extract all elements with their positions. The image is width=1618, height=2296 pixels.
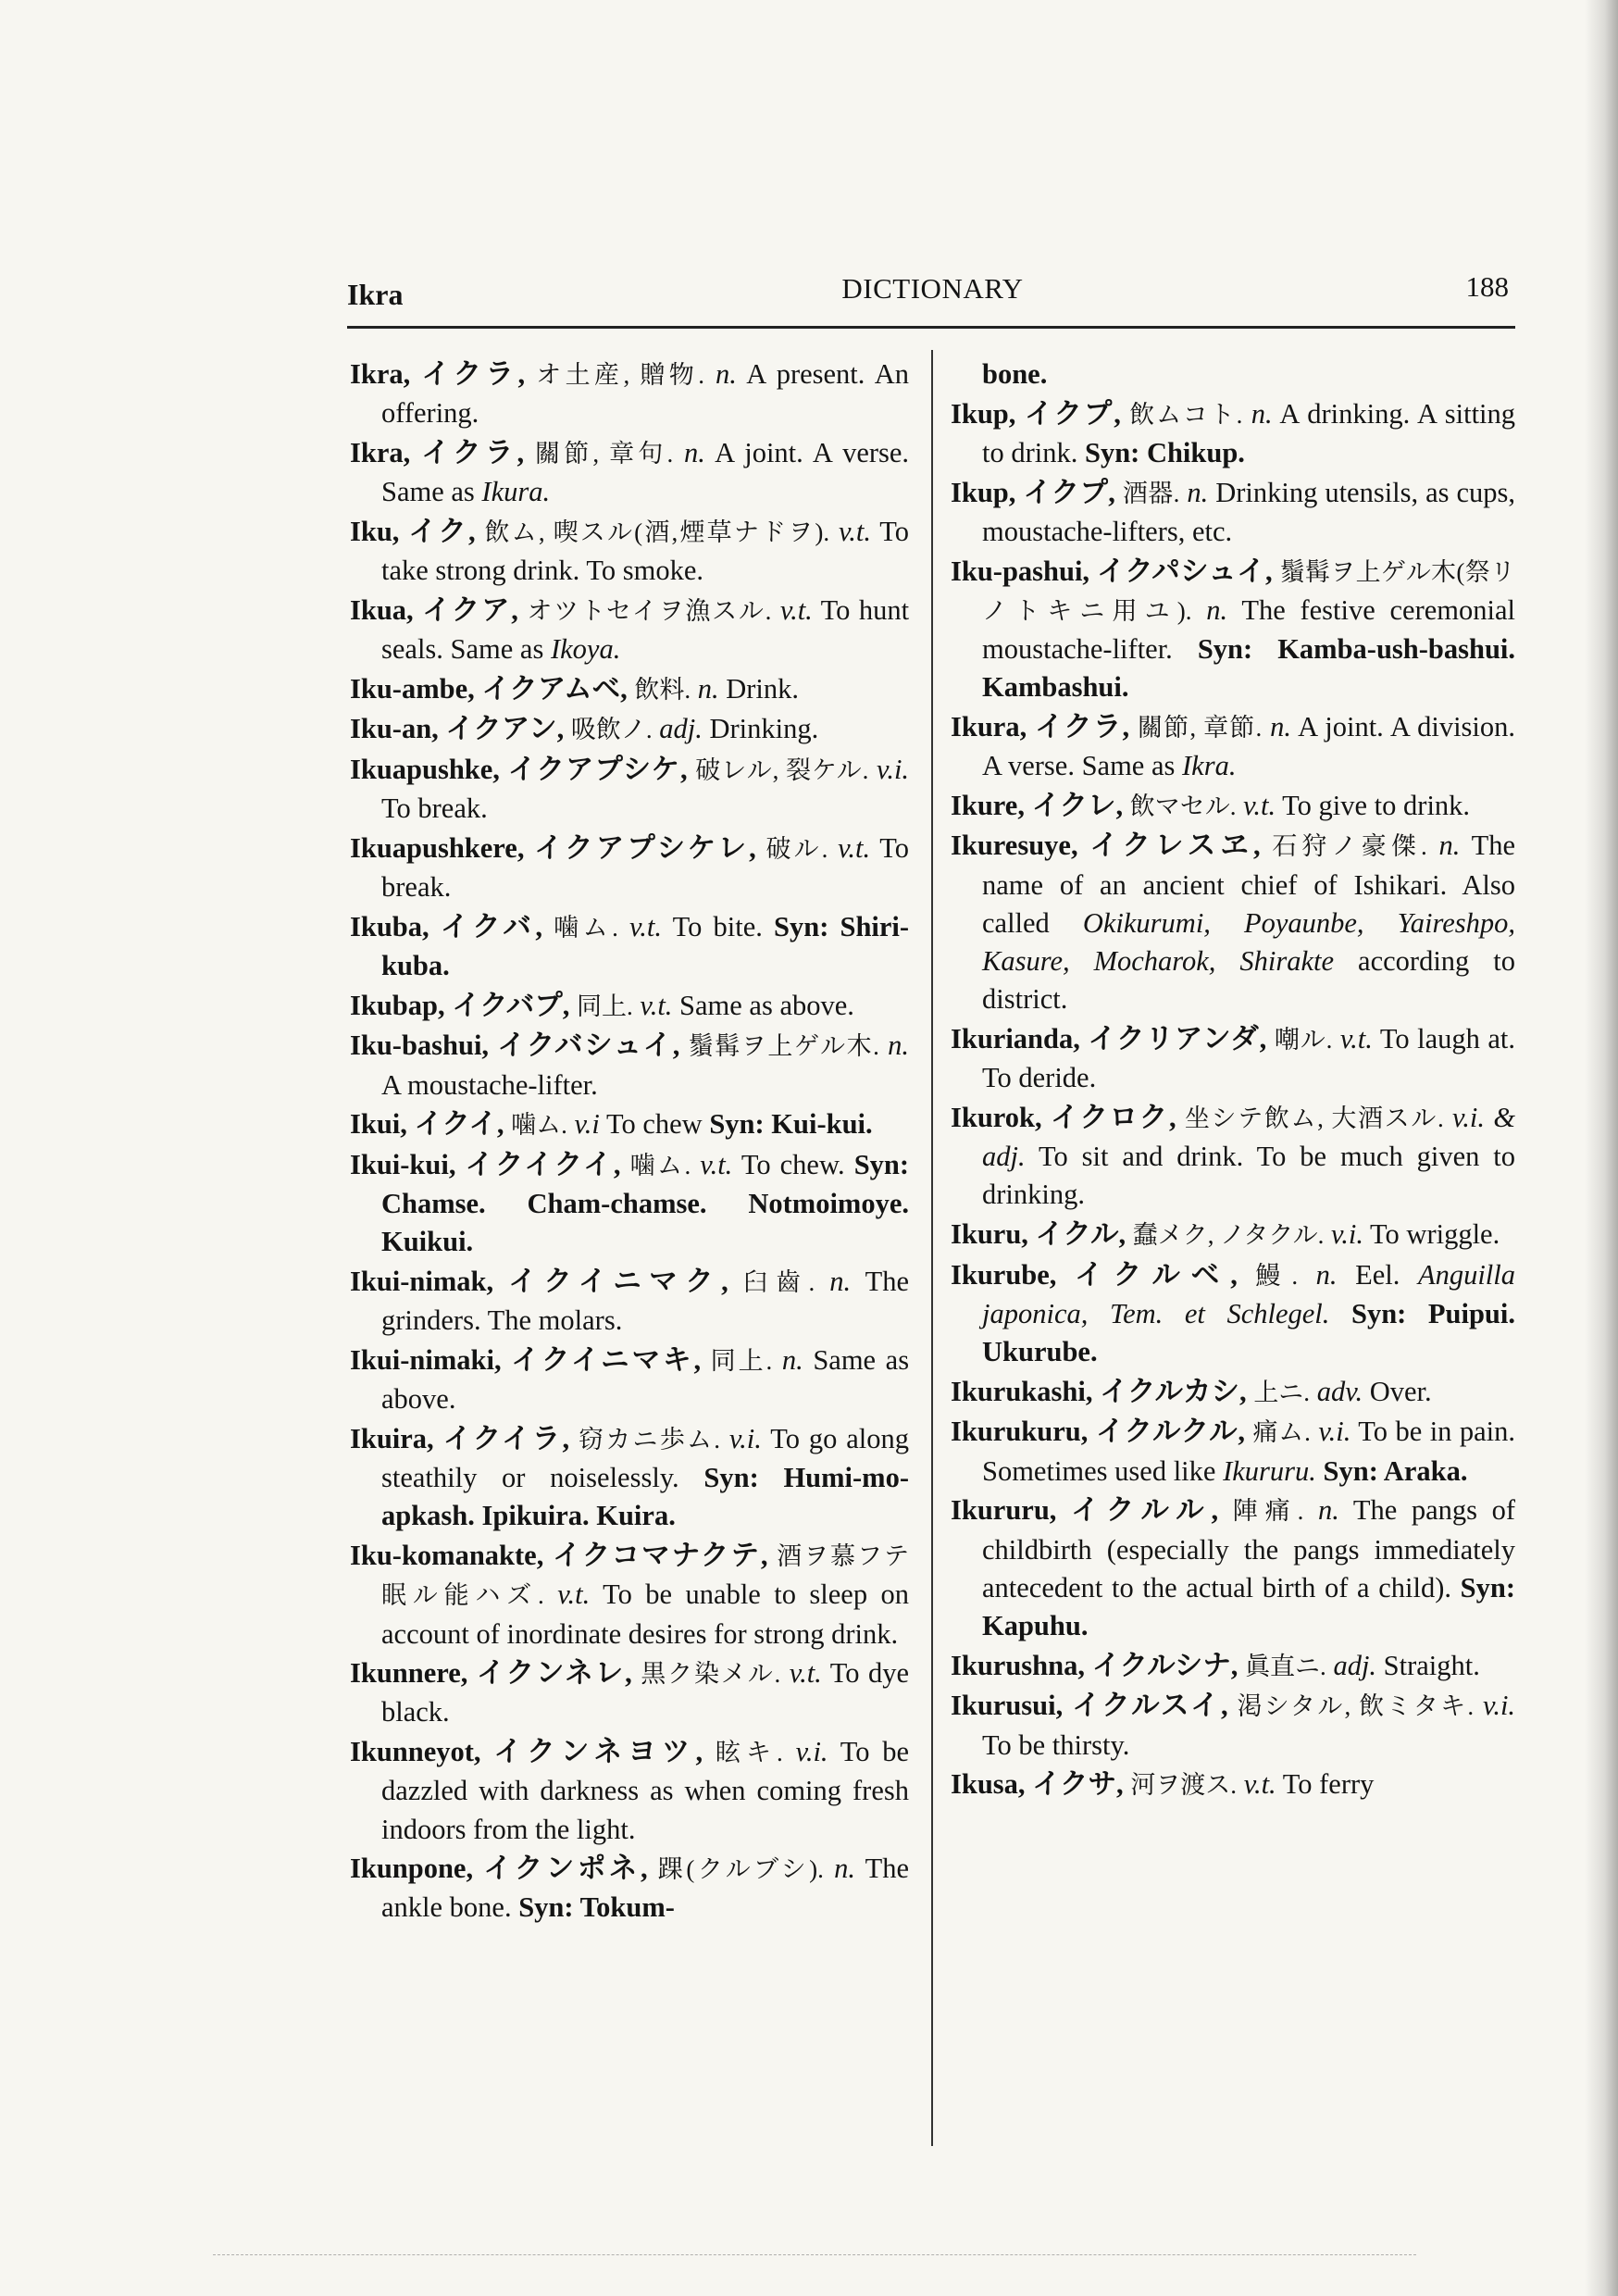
entry-headword: Ikuira, (350, 1422, 434, 1454)
entry-japanese-gloss: 關節, 章節. (1137, 713, 1263, 742)
entry-part-of-speech: n. (1270, 710, 1291, 742)
entry-definition: To take strong drink. To smoke. (381, 515, 910, 587)
entry-headword: Ikua, (350, 593, 414, 626)
entry-katakana: イクラ, (421, 358, 526, 390)
entry-japanese-gloss: 坐シテ飲ム, 大酒スル. (1184, 1104, 1444, 1132)
dictionary-entry (951, 1099, 1515, 1215)
dictionary-entry (350, 1146, 909, 1262)
entry-part-of-speech: n. (1206, 593, 1228, 626)
entry-japanese-gloss: 蠢メク, ノタクル. (1132, 1220, 1325, 1249)
entry-japanese-gloss: 同上. (577, 992, 633, 1020)
entry-definition: The pangs of childbirth (especially the pangs immediately antecedent to the actual birth of a child). (982, 1494, 1516, 1603)
entry-katakana: イクアン, (445, 713, 565, 745)
left-column (350, 356, 909, 1928)
entry-headword: Ikui, (350, 1108, 407, 1141)
entry-definition: Same as above. (679, 989, 854, 1021)
dictionary-entry (350, 908, 909, 985)
dictionary-entry (951, 1216, 1515, 1254)
entry-katakana: イクンポネ, (483, 1853, 648, 1885)
entry-headword: Iku, (350, 515, 400, 547)
bottom-scan-line (213, 2254, 1416, 2256)
entry-definition: To hunt seals. Same as (381, 593, 910, 665)
entry-japanese-gloss: 鰻. (1255, 1261, 1299, 1290)
entry-definition: To be thirsty. (982, 1728, 1130, 1761)
entry-japanese-gloss: 上ニ. (1253, 1378, 1311, 1406)
entry-headword: Ikuba, (350, 910, 429, 942)
entry-headword: Ikurok, (951, 1101, 1042, 1133)
dictionary-entry (951, 787, 1515, 826)
entry-part-of-speech: v.t. (779, 593, 813, 626)
dictionary-entry (951, 395, 1515, 472)
entry-katakana: イクプ, (1023, 476, 1115, 508)
entry-katakana: イクルシナ, (1091, 1649, 1238, 1681)
entry-part-of-speech: v.t. (1243, 789, 1276, 821)
entry-headword: Ikui-kui, (350, 1149, 456, 1181)
entry-japanese-gloss: 破ル. (765, 834, 828, 863)
entry-definition: A moustache-lifter. (381, 1068, 598, 1101)
entry-katakana: イクパシュイ, (1097, 555, 1273, 587)
entry-japanese-gloss: 飲ム, 喫スル(酒,煙草ナドヲ). (484, 518, 830, 546)
entry-part-of-speech: adv. (1316, 1375, 1363, 1407)
entry-part-of-speech: n. (829, 1266, 852, 1298)
entry-headword: Ikururu, (951, 1494, 1057, 1527)
entry-part-of-speech: n. (1317, 1494, 1339, 1527)
dictionary-entry (350, 751, 909, 828)
entry-katakana: イク, (408, 515, 476, 547)
entry-headword: Iku-komanakte, (350, 1540, 544, 1572)
entry-definition: To be dazzled with darkness as when coming fresh indoors from the light. (381, 1736, 910, 1845)
entry-headword: Ikure, (951, 789, 1025, 821)
entry-japanese-gloss: 痛ム. (1252, 1418, 1311, 1447)
dictionary-entry (951, 827, 1515, 1018)
dictionary-entry (350, 830, 909, 906)
entry-part-of-speech: n. (1251, 397, 1273, 430)
running-headword: Ikra (347, 278, 404, 311)
entry-japanese-gloss: 破レル, 裂ケル. (695, 756, 869, 785)
dictionary-entry (951, 474, 1515, 551)
entry-definition: Straight. (1383, 1649, 1480, 1681)
entry-japanese-gloss: 河ヲ渡ス. (1130, 1771, 1238, 1800)
entry-katakana: イクバ, (440, 910, 542, 942)
entry-part-of-speech: n. (684, 436, 705, 468)
dictionary-entry (951, 356, 1515, 393)
entry-definition: The festive ceremonial moustache-lifter. (982, 593, 1516, 665)
entry-japanese-gloss: 酒器. (1122, 479, 1180, 507)
entry-definition: A drinking. A sitting to drink. (982, 397, 1516, 468)
entry-japanese-gloss: 眩キ. (715, 1739, 783, 1767)
entry-headword: Ikuapushkere, (350, 831, 525, 864)
entry-definition: To dye black. (381, 1657, 910, 1728)
entry-headword: Ikunpone, (350, 1853, 474, 1885)
entry-part-of-speech: v.i. (1318, 1416, 1351, 1448)
entry-synonyms: Syn: Araka. (1323, 1454, 1468, 1487)
entry-synonyms: Syn: Humi-mo-apkash. Ipikuira. Kuira. (381, 1462, 909, 1532)
entry-japanese-gloss: 飲マセル. (1129, 792, 1237, 820)
entry-part-of-speech: v.t. (629, 910, 663, 942)
column-divider (931, 350, 933, 2146)
entry-japanese-gloss: 渇シタル, 飲ミタキ. (1237, 1692, 1475, 1721)
entry-japanese-gloss: 踝(クルブシ). (657, 1855, 824, 1884)
entry-part-of-speech: v.i. & adj. (982, 1101, 1516, 1173)
dictionary-entry (350, 434, 909, 511)
entry-headword: Ikra, (350, 358, 411, 390)
entry-definition: A joint. A division. A verse. Same as (982, 710, 1516, 782)
entry-katakana: イクルカシ, (1100, 1375, 1247, 1407)
dictionary-entry (350, 1733, 909, 1849)
entry-part-of-speech: n. (716, 358, 737, 390)
entry-japanese-gloss: 飲料. (634, 675, 691, 704)
entry-japanese-gloss: 關節, 章句. (535, 439, 674, 468)
dictionary-entry (951, 1413, 1515, 1490)
entry-part-of-speech: n. (888, 1029, 910, 1062)
entry-katakana: イクルル, (1071, 1494, 1219, 1527)
entry-synonyms: Syn: Kui-kui. (709, 1108, 873, 1141)
entry-headword: Iku-bashui, (350, 1029, 490, 1062)
page-title: DICTIONARY (841, 272, 1024, 305)
entry-headword: Ikurusui, (951, 1690, 1064, 1722)
entry-katakana: イクルベ, (1074, 1258, 1238, 1291)
entry-headword: Ikura, (951, 710, 1027, 742)
entry-japanese-gloss: 鬚髯ヲ上ゲル木(祭リノトキニ用ユ). (982, 557, 1516, 625)
entry-headword: Ikurukashi, (951, 1375, 1093, 1407)
entry-katakana: イクレスヱ, (1089, 830, 1261, 862)
dictionary-entry (350, 513, 909, 590)
page-header (347, 270, 1518, 317)
entry-continuation: bone. (982, 358, 1048, 390)
entry-katakana: イクンネレ, (476, 1657, 632, 1690)
entry-japanese-gloss: 噛ム. (511, 1111, 567, 1140)
entry-japanese-gloss: 同上. (710, 1347, 773, 1376)
dictionary-entry (350, 1105, 909, 1144)
entry-katakana: イクイニマク, (508, 1266, 728, 1298)
entry-part-of-speech: v.t. (640, 989, 673, 1021)
entry-japanese-gloss: 嘲ル. (1274, 1025, 1333, 1054)
entry-headword: Ikunneyot, (350, 1736, 481, 1768)
dictionary-entry (350, 1420, 909, 1536)
entry-katakana: イクル, (1035, 1217, 1126, 1250)
entry-japanese-gloss: 陣痛. (1232, 1497, 1304, 1526)
entry-part-of-speech: adj. (1333, 1649, 1377, 1681)
entry-headword: Ikui-nimaki, (350, 1344, 502, 1377)
entry-katakana: イクサ, (1032, 1768, 1124, 1801)
entry-katakana: イクコマナクテ, (552, 1540, 768, 1572)
entry-katakana: イクルスイ, (1072, 1690, 1228, 1722)
dictionary-entry (350, 710, 909, 749)
entry-katakana: イクイクイ, (465, 1149, 621, 1181)
entry-see-also: Ikra. (1182, 750, 1237, 782)
entry-definition: To sit and drink. To be much given to drinking. (982, 1141, 1515, 1211)
entry-definition: Over. (1369, 1375, 1432, 1407)
entry-headword: Ikurukuru, (951, 1416, 1089, 1448)
entry-katakana: イクプ, (1024, 397, 1121, 430)
entry-part-of-speech: n. (1187, 476, 1209, 508)
scan-edge-shadow (1585, 0, 1618, 2296)
dictionary-entry (951, 1647, 1515, 1686)
entry-part-of-speech: adj. (659, 713, 703, 745)
dictionary-entry (951, 1687, 1515, 1764)
dictionary-entry (350, 1027, 909, 1104)
entry-definition: To break. (381, 831, 910, 904)
entry-definition: The grinders. The molars. (381, 1266, 910, 1337)
entry-part-of-speech: v.i. (1330, 1217, 1363, 1250)
entry-katakana: イクバプ, (452, 989, 570, 1021)
entry-part-of-speech: n. (697, 672, 719, 705)
entry-synonyms: Syn: Chikup. (1084, 436, 1245, 468)
entry-part-of-speech: v.t. (838, 831, 871, 864)
dictionary-entry (951, 1766, 1515, 1804)
entry-japanese-gloss: 噛ム. (629, 1152, 691, 1180)
entry-katakana: イクラ, (421, 436, 525, 468)
header-rule (347, 326, 1515, 329)
entry-definition: Drinking. (709, 713, 819, 745)
entry-synonyms: Syn: Puipui. Ukurube. (982, 1297, 1515, 1368)
entry-part-of-speech: n. (781, 1344, 803, 1377)
entry-part-of-speech: n. (1315, 1258, 1338, 1291)
entry-synonyms: Syn: Shiri-kuba. (381, 910, 910, 982)
entry-katakana: イクリアンダ, (1088, 1022, 1267, 1054)
entry-headword: Ikup, (951, 397, 1016, 430)
entry-katakana: イクバシュイ, (497, 1029, 680, 1062)
dictionary-entry (951, 1373, 1515, 1412)
entry-headword: Ikubap, (350, 989, 445, 1021)
entry-japanese-gloss: 酒ヲ慕フテ眠ル能ハズ. (381, 1542, 910, 1610)
entry-see-also: Ikoya. (550, 632, 621, 665)
entry-definition: To laugh at. To deride. (982, 1022, 1516, 1094)
entry-definition: A joint. A verse. Same as (381, 436, 910, 508)
dictionary-entry (951, 708, 1515, 785)
entry-definition: Drinking utensils, as cups, moustache-lifters, etc. (982, 476, 1516, 547)
entry-headword: Iku-ambe, (350, 672, 475, 705)
entry-katakana: イクロク, (1050, 1101, 1176, 1133)
dictionary-entry (350, 1341, 909, 1418)
entry-definition: To break. (381, 792, 488, 825)
entry-headword: Ikuresuye, (951, 830, 1078, 862)
entry-japanese-gloss: 吸飲ノ. (570, 716, 653, 744)
entry-definition: To ferry (1282, 1768, 1375, 1801)
entry-headword: Ikurube, (951, 1258, 1057, 1291)
entry-italic-names: Anguilla japonica, Tem. et Schlegel. (982, 1258, 1515, 1329)
entry-headword: Ikuapushke, (350, 754, 500, 786)
entry-definition: To give to drink. (1282, 789, 1471, 821)
entry-katakana: イクアプシケ, (507, 754, 688, 786)
entry-headword: Ikurianda, (951, 1022, 1080, 1054)
entry-part-of-speech: v.i. (728, 1422, 762, 1454)
entry-headword: Ikuru, (951, 1217, 1028, 1250)
entry-definition: Drink. (726, 672, 800, 705)
entry-definition: A present. An offering. (381, 358, 910, 430)
entry-headword: Ikra, (350, 436, 411, 468)
entry-definition: Same as above. (381, 1344, 910, 1416)
dictionary-entry (350, 670, 909, 709)
entry-part-of-speech: v.t. (789, 1657, 822, 1690)
entry-headword: Ikurushna, (951, 1649, 1085, 1681)
entry-definition: To wriggle. (1370, 1217, 1500, 1250)
entry-japanese-gloss: 眞直ニ. (1245, 1652, 1326, 1680)
entry-katakana: イクアムベ, (481, 672, 628, 705)
entry-part-of-speech: n. (834, 1853, 855, 1885)
entry-synonyms: Syn: Kapuhu. (982, 1571, 1516, 1641)
entry-italic-names: Ikururu. (1223, 1454, 1316, 1487)
entry-katakana: イクア, (422, 593, 518, 626)
entry-part-of-speech: n. (1438, 830, 1461, 862)
entry-part-of-speech: v.t. (1339, 1022, 1373, 1054)
dictionary-entry (350, 1654, 909, 1731)
dictionary-entry (951, 1491, 1515, 1645)
entry-definition: Eel. (1355, 1258, 1400, 1291)
entry-katakana: イクレ, (1031, 789, 1124, 821)
entry-japanese-gloss: 黒ク染メル. (641, 1660, 781, 1689)
dictionary-entry (350, 592, 909, 668)
entry-definition: To bite. (672, 910, 763, 942)
entry-katakana: イクイラ, (442, 1422, 570, 1454)
entry-japanese-gloss: 噛ム. (554, 913, 618, 942)
dictionary-entry (951, 1256, 1515, 1372)
entry-part-of-speech: v.t. (839, 515, 871, 547)
entry-definition-tail: according to district. (982, 945, 1515, 1016)
entry-japanese-gloss: 石狩ノ豪傑. (1272, 832, 1427, 861)
entry-katakana: イクラ, (1035, 710, 1130, 742)
dictionary-entry (350, 356, 909, 432)
entry-headword: Ikunnere, (350, 1657, 468, 1690)
entry-part-of-speech: v.t. (557, 1578, 591, 1611)
entry-headword: Iku-an, (350, 713, 439, 745)
entry-synonyms: Syn: Kamba-ush-bashui. Kambashui. (982, 632, 1516, 704)
entry-part-of-speech: v.i. (877, 754, 910, 786)
entry-headword: Ikui-nimak, (350, 1266, 494, 1298)
dictionary-entry (350, 1850, 909, 1927)
entry-part-of-speech: v.i. (795, 1736, 828, 1768)
entry-japanese-gloss: オ土産, 贈物. (536, 361, 704, 389)
entry-definition: To chew. (741, 1149, 845, 1181)
entry-part-of-speech: v.i (574, 1108, 600, 1141)
entry-katakana: イクルクル, (1095, 1416, 1246, 1448)
entry-japanese-gloss: 飲ムコト. (1129, 400, 1243, 429)
entry-synonyms: Syn: Tokum- (518, 1891, 675, 1924)
entry-part-of-speech: v.t. (1243, 1768, 1276, 1801)
page-number: 188 (1465, 270, 1509, 303)
entry-synonyms: Syn: Chamse. Cham-chamse. Notmoimoye. Kuikui. (381, 1149, 910, 1258)
entry-headword: Iku-pashui, (951, 555, 1090, 587)
entry-definition: To go along steathily or noiselessly. (381, 1422, 910, 1494)
entry-headword: Ikup, (951, 476, 1016, 508)
entry-japanese-gloss: オツトセイヲ漁スル. (527, 596, 772, 625)
entry-katakana: イクイ, (414, 1108, 504, 1141)
entry-japanese-gloss: 窃カニ歩ム. (578, 1425, 721, 1454)
entry-part-of-speech: v.i. (1483, 1690, 1516, 1722)
entry-definition: To be in pain. Sometimes used like (982, 1416, 1516, 1487)
entry-katakana: イクンネヨツ, (493, 1736, 703, 1768)
entry-katakana: イクイニマキ, (511, 1344, 702, 1377)
entry-japanese-gloss: 臼齒. (742, 1268, 815, 1297)
dictionary-entry (350, 987, 909, 1026)
entry-part-of-speech: v.t. (700, 1149, 733, 1181)
entry-italic-names: Okikurumi, Poyaunbe, Yaireshpo, Kasure, Mocharok, Shirakte (982, 906, 1515, 978)
dictionary-entry (951, 1020, 1515, 1097)
entry-katakana: イクアプシケレ, (534, 831, 756, 864)
entry-japanese-gloss: 鬚髯ヲ上ゲル木. (688, 1032, 879, 1061)
dictionary-entry (350, 1537, 909, 1653)
dictionary-entry (951, 553, 1515, 707)
entry-definition: To chew (605, 1108, 703, 1141)
entry-definition: The name of an ancient chief of Ishikari. Also called (982, 830, 1516, 939)
entry-headword: Ikusa, (951, 1768, 1026, 1801)
right-column (951, 356, 1515, 1806)
entry-see-also: Ikura. (481, 476, 551, 508)
entry-definition: To be unable to sleep on account of inordinate desires for strong drink. (381, 1578, 910, 1650)
dictionary-entry (350, 1263, 909, 1340)
entry-definition: The ankle bone. (381, 1853, 910, 1924)
